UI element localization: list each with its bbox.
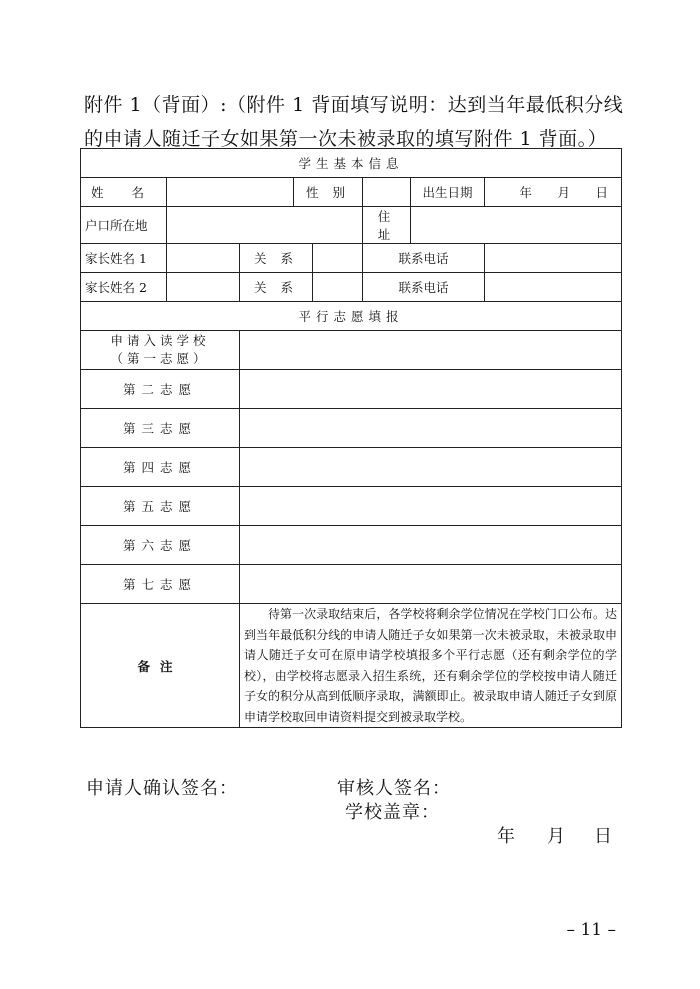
birth-day-label: 日 xyxy=(595,185,608,200)
parent1-name-field[interactable] xyxy=(167,244,240,273)
remarks-text: 待第一次录取结束后，各学校将剩余学位情况在学校门口公布。达到当年最低积分线的申请人随迁子女如果第一次未被录取，未被录取申请人随迁子女可在原申请学校填报多个平行志愿（还有剩余学位的学校），由学校将志愿录入招生系统，还有剩余学位的学校按申请人随迁子女的积分从高到低顺序录取，满额即止。被录取申请人随迁子女到原申请学校取回申请资料提交到被录取学校。 xyxy=(240,604,622,728)
hukou-field[interactable] xyxy=(167,207,363,244)
birthdate-field[interactable] xyxy=(485,178,622,207)
name-field[interactable] xyxy=(167,178,294,207)
choices-title: 平行志愿填报 xyxy=(81,302,622,331)
parent2-phone-field[interactable] xyxy=(485,273,622,302)
basic-info-title: 学生基本信息 xyxy=(81,149,622,178)
application-form-table xyxy=(80,148,622,728)
name-label: 姓 名 xyxy=(81,178,167,207)
address-field[interactable] xyxy=(411,207,622,244)
gender-label: 性 别 xyxy=(294,178,363,207)
parent2-name-field[interactable] xyxy=(167,273,240,302)
second-choice-field[interactable] xyxy=(240,370,622,409)
reviewer-signature-label: 审核人签名： xyxy=(337,778,451,799)
second-choice-label: 第二志愿 xyxy=(81,370,240,409)
address-label: 住 址 xyxy=(363,207,411,244)
seventh-choice-field[interactable] xyxy=(240,565,622,604)
parent1-phone-field[interactable] xyxy=(485,244,622,273)
parent1-relation-field[interactable] xyxy=(313,244,363,273)
gender-field[interactable] xyxy=(363,178,411,207)
birthdate-label: 出生日期 xyxy=(411,178,485,207)
sign-date-month: 月 xyxy=(547,826,566,847)
first-choice-field[interactable] xyxy=(240,331,622,370)
third-choice-field[interactable] xyxy=(240,409,622,448)
parent2-phone-label: 联系电话 xyxy=(363,273,485,302)
fifth-choice-field[interactable] xyxy=(240,487,622,526)
fifth-choice-label: 第五志愿 xyxy=(81,487,240,526)
seventh-choice-label: 第七志愿 xyxy=(81,565,240,604)
parent2-name-label: 家长姓名 2 xyxy=(81,273,167,302)
parent1-name-label: 家长姓名 1 xyxy=(81,244,167,273)
applicant-signature-label: 申请人确认签名： xyxy=(86,778,238,799)
birth-year-label: 年 xyxy=(519,185,533,200)
sign-date-year: 年 xyxy=(497,826,516,847)
first-choice-line2: （第一志愿） xyxy=(110,351,210,366)
first-choice-line1: 申请入读学校 xyxy=(110,333,210,348)
sixth-choice-field[interactable] xyxy=(240,526,622,565)
third-choice-label: 第三志愿 xyxy=(81,409,240,448)
page-heading: 附件 1（背面）:（附件 1 背面填写说明：达到当年最低积分线的申请人随迁子女如果第一次未被录取的填写附件 1 背面。） xyxy=(84,94,624,150)
birth-month-label: 月 xyxy=(557,185,570,200)
parent2-relation-field[interactable] xyxy=(313,273,363,302)
parent1-phone-label: 联系电话 xyxy=(363,244,485,273)
sign-date-day: 日 xyxy=(594,826,613,847)
sixth-choice-label: 第六志愿 xyxy=(81,526,240,565)
first-choice-label xyxy=(81,331,240,370)
remarks-label: 备注 xyxy=(81,604,240,728)
page-number: – 11 – xyxy=(566,920,616,940)
parent2-relation-label: 关 系 xyxy=(240,273,313,302)
parent1-relation-label: 关 系 xyxy=(240,244,313,273)
fourth-choice-field[interactable] xyxy=(240,448,622,487)
fourth-choice-label: 第四志愿 xyxy=(81,448,240,487)
school-stamp-label: 学校盖章： xyxy=(345,802,440,823)
hukou-label: 户口所在地 xyxy=(81,207,167,244)
